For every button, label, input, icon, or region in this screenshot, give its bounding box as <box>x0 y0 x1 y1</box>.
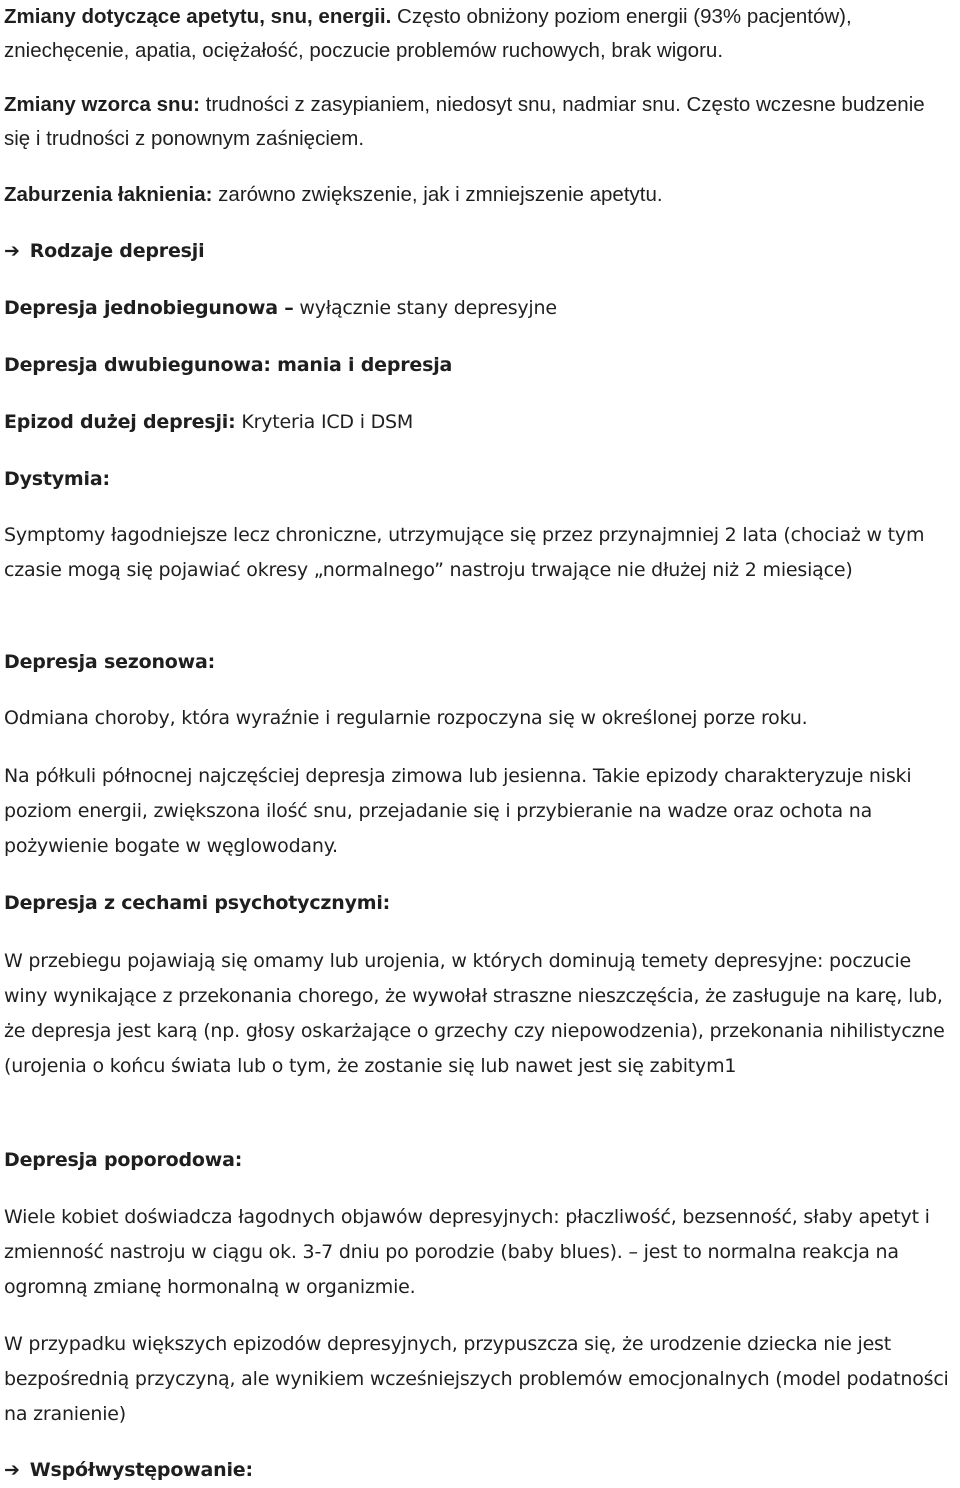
paragraph-postpartum-mild: Wiele kobiet doświadcza łagodnych objawów depresyjnych: płaczliwość, bezsenność, słaby apetyt i zmienność nastroju w ciągu ok. 3-7 dniu po porodzie (baby blues). – jest to normalna reakcja na ogromną zmianę hormonalną w organizmie. <box>4 1206 930 1298</box>
text-appetite-disorders: zarówno zwiększenie, jak i zmniejszenie apetytu. <box>212 183 663 206</box>
text-sleep-pattern: trudności z zasypianiem, niedosyt snu, nadmiar snu. Często wczesne budzenie się i trudności z ponownym zaśnięciem. <box>4 93 925 150</box>
heading-dysthymia-label: Dystymia: <box>4 468 110 490</box>
heading-depression-types: Rodzaje depresji <box>29 240 205 262</box>
heading-appetite-disorders: Zaburzenia łaknienia: <box>4 183 213 206</box>
heading-unipolar: Depresja jednobiegunowa – <box>4 297 294 319</box>
paragraph-postpartum-major: W przypadku większych epizodów depresyjnych, przypuszcza się, że urodzenie dziecka nie jest bezpośrednią przyczyną, ale wynikiem wcześniejszych problemów emocjonalnych (model podatności na zranienie) <box>4 1333 949 1425</box>
heading-major-episode: Epizod dużej depresji: <box>4 411 236 433</box>
paragraph-appetite-sleep-energy <box>4 0 956 68</box>
heading-postpartum-label: Depresja poporodowa: <box>4 1149 243 1171</box>
heading-postpartum <box>4 1143 242 1178</box>
paragraph-seasonal-details: Na półkuli północnej najczęściej depresja zimowa lub jesienna. Takie epizody charakteryzuje niski poziom energii, zwiększona ilość snu, przejadanie się i przybieranie na wadze oraz ochota na pożywienie bogate w węglowodany. <box>4 765 912 857</box>
heading-seasonal-label: Depresja sezonowa: <box>4 651 216 673</box>
text-appetite-sleep-energy: Często obniżony poziom energii (93% pacjentów), zniechęcenie, apatia, ociężałość, poczucie problemów ruchowych, brak wigoru. <box>4 5 852 62</box>
heading-dysthymia <box>4 462 110 497</box>
heading-bipolar: Depresja dwubiegunowa: mania i depresja <box>4 354 453 376</box>
heading-seasonal <box>4 645 215 680</box>
arrow-icon: ➔ <box>4 1459 20 1481</box>
arrow-icon: ➔ <box>4 240 20 262</box>
heading-sleep-pattern: Zmiany wzorca snu: <box>4 93 200 116</box>
paragraph-major-episode <box>4 405 413 440</box>
heading-psychotic <box>4 886 390 921</box>
paragraph-unipolar <box>4 291 557 326</box>
heading-appetite-sleep-energy: Zmiany dotyczące apetytu, snu, energii. <box>4 5 392 28</box>
text-major-episode: Kryteria ICD i DSM <box>235 411 414 433</box>
heading-comorbidity: Współwystępowanie: <box>29 1459 253 1481</box>
paragraph-psychotic: W przebiegu pojawiają się omamy lub urojenia, w których dominują temety depresyjne: poczucie winy wynikające z przekonania chorego, że wywołał straszne nieszczęścia, że zasługuje na karę, lub, że depresja jest karą (np. głosy oskarżające o grzechy czy niepowodzenia), przekonania nihilistyczne (urojenia o końcu świata lub o tym, że zostanie się lub nawet jest się zabitym1 <box>4 950 945 1077</box>
paragraph-appetite-disorders <box>4 178 663 212</box>
text-unipolar: wyłącznie stany depresyjne <box>293 297 557 319</box>
paragraph-bipolar <box>4 348 452 383</box>
section-heading-comorbidity <box>4 1453 253 1488</box>
section-heading-depression-types <box>4 234 204 269</box>
paragraph-seasonal-definition: Odmiana choroby, która wyraźnie i regularnie rozpoczyna się w określonej porze roku. <box>4 707 808 729</box>
paragraph-dysthymia: Symptomy łagodniejsze lecz chroniczne, utrzymujące się przez przynajmniej 2 lata (chociaż w tym czasie mogą się pojawiać okresy „normalnego” nastroju trwające nie dłużej niż 2 miesiące) <box>4 524 925 581</box>
heading-psychotic-label: Depresja z cechami psychotycznymi: <box>4 892 391 914</box>
paragraph-sleep-pattern <box>4 88 956 156</box>
